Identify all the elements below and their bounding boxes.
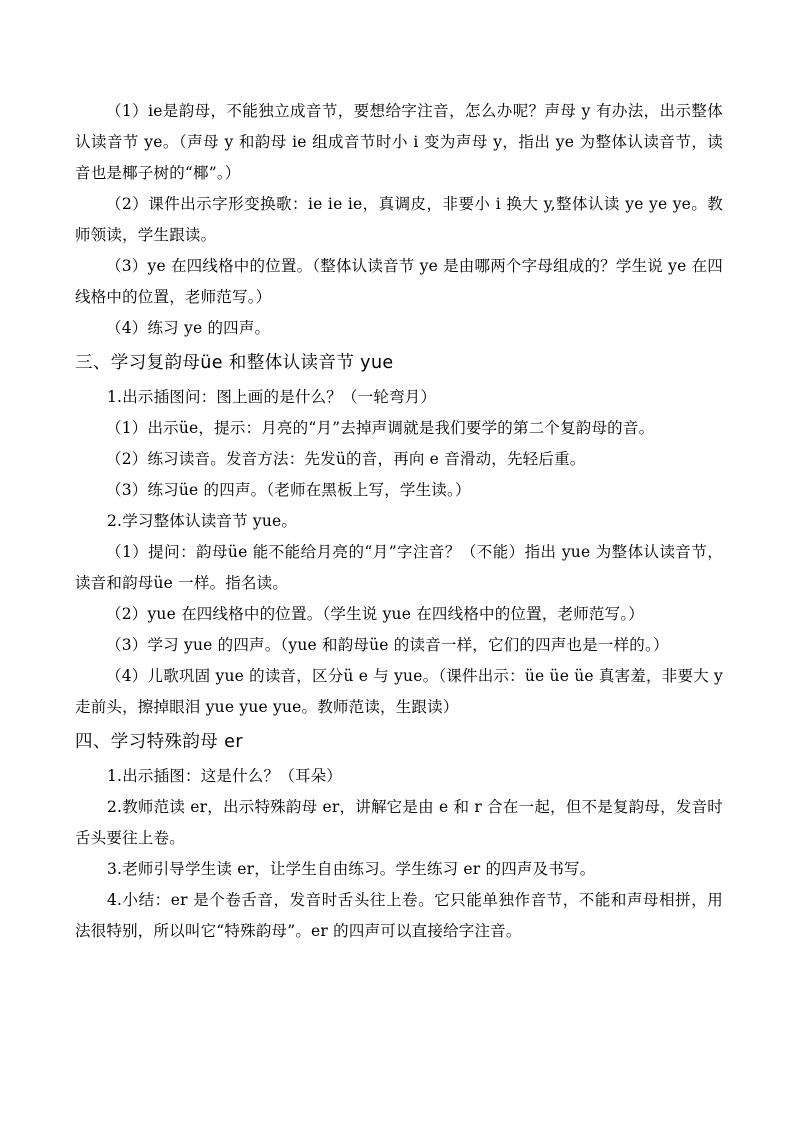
paragraph-shape-song: （2）课件出示字形变换歌：ie ie ie，真调皮，非要小 i 换大 y,整体认读 ye ye ye。教师领读，学生跟读。	[75, 195, 723, 244]
paragraph-ear-question: 1.出示插图：这是什么？（耳朵）	[107, 767, 342, 785]
paragraph-yue-rhyme: （4）儿歌巩固 yue 的读音，区分ü e 与 yue。（课件出示：üe üe üe 真害羞，非要大 y 走前头，擦掉眼泪 yue yue yue。教师范读，生跟读）	[75, 667, 723, 716]
paragraph-ye-tones: （4）练习 ye 的四声。	[106, 319, 271, 337]
paragraph-yue-tones: （3）学习 yue 的四声。（yue 和韵母üe 的读音一样，它们的四声也是一样的。）	[106, 636, 669, 654]
section-heading-4: 四、学习特殊韵母 er	[75, 732, 243, 752]
paragraph-yue-question: （1）提问：韵母üe 能不能给月亮的“月”字注音？（不能）指出 yue 为整体认读音节，读音和韵母üe 一样。指名读。	[75, 543, 723, 592]
paragraph-learn-yue: 2.学习整体认读音节 yue。	[107, 512, 298, 530]
paragraph-ie-syllable: （1）ie是韵母，不能独立成音节，要想给字注音，怎么办呢？声母 y 有办法，出示整体认读音节 ye。（声母 y 和韵母 ie 组成音节时小 i 变为声母 y，指出 ye 为整体认读音节，读音也是椰子树的“椰”。）	[75, 102, 723, 182]
paragraph-picture-question: 1.出示插图问：图上画的是什么？（一轮弯月）	[107, 388, 437, 406]
paragraph-ye-four-line: （3）ye 在四线格中的位置。（整体认读音节 ye 是由哪两个字母组成的？学生说 ye 在四线格中的位置，老师范写。）	[75, 257, 723, 306]
document-page	[75, 96, 723, 947]
paragraph-practice-reading: （2）练习读音。发音方法：先发ü的音，再向 e 音滑动，先轻后重。	[106, 450, 586, 468]
paragraph-show-ue: （1）出示üe，提示：月亮的“月”去掉声调就是我们要学的第二个复韵母的音。	[106, 419, 655, 437]
paragraph-summary-er: 4.小结：er 是个卷舌音，发音时舌头往上卷。它只能单独作音节，不能和声母相拼，用法很特别，所以叫它“特殊韵母”。er 的四声可以直接给字注音。	[75, 891, 723, 940]
paragraph-teacher-reads-er: 2.教师范读 er，出示特殊韵母 er，讲解它是由 e 和 r 合在一起，但不是复韵母，发音时舌头要往上卷。	[75, 798, 723, 847]
section-heading-3: 三、学习复韵母üe 和整体认读音节 yue	[75, 353, 394, 373]
paragraph-yue-four-line: （2）yue 在四线格中的位置。（学生说 yue 在四线格中的位置，老师范写。）	[106, 605, 644, 623]
paragraph-ue-tones: （3）练习üe 的四声。（老师在黑板上写，学生读。）	[106, 481, 471, 499]
paragraph-students-practice-er: 3.老师引导学生读 er，让学生自由练习。学生练习 er 的四声及书写。	[107, 860, 596, 878]
